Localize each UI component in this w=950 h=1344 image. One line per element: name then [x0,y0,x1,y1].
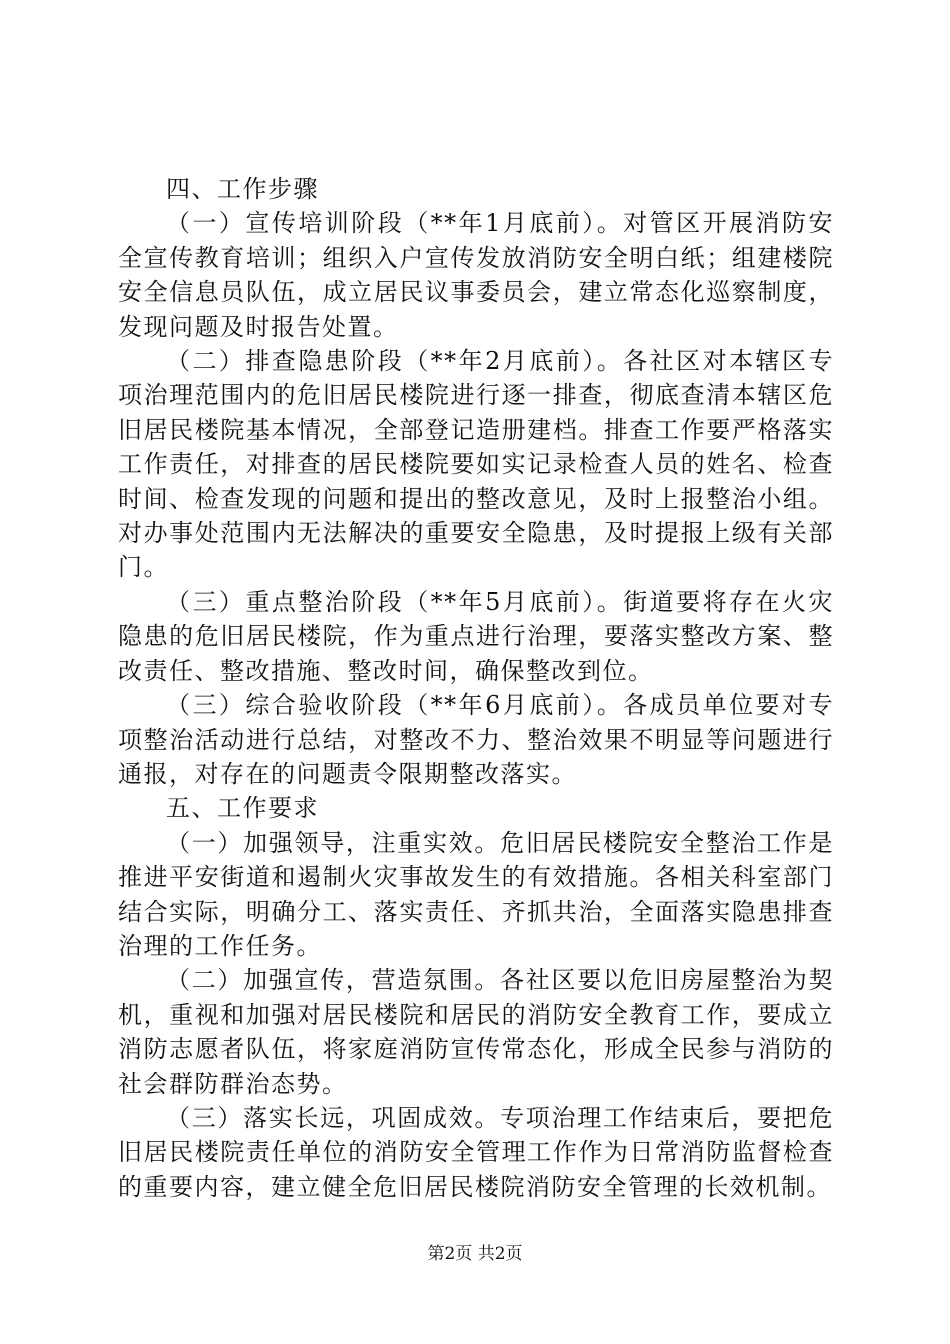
section-heading-requirements: 五、工作要求 [166,794,319,823]
paragraph-step-1: （一）宣传培训阶段（**年1月底前）。对管区开展消防安全宣传教育培训；组织入户宣传发放消防安全明白纸；组建楼院安全信息员队伍，成立居民议事委员会，建立常态化巡察制度，发现问题及时报告处置。 [118,209,834,341]
paragraph-requirement-3: （三）落实长远，巩固成效。专项治理工作结束后，要把危旧居民楼院责任单位的消防安全管理工作作为日常消防监督检查的重要内容，建立健全危旧居民楼院消防安全管理的长效机制。 [118,1103,834,1201]
paragraph-step-4: （三）综合验收阶段（**年6月底前）。各成员单位要对专项整治活动进行总结，对整改不力、整治效果不明显等问题进行通报，对存在的问题责令限期整改落实。 [118,691,834,788]
paragraph-requirement-2: （二）加强宣传，营造氛围。各社区要以危旧房屋整治为契机，重视和加强对居民楼院和居民的消防安全教育工作，要成立消防志愿者队伍，将家庭消防宣传常态化，形成全民参与消防的社会群防群治态势。 [118,966,834,1098]
page-footer: 第2页 共2页 [427,1244,523,1264]
paragraph-requirement-1: （一）加强领导，注重实效。危旧居民楼院安全整治工作是推进平安街道和遏制火灾事故发生的有效措施。各相关科室部门结合实际，明确分工、落实责任、齐抓共治，全面落实隐患排查治理的工作任务。 [118,828,834,960]
paragraph-step-2: （二）排查隐患阶段（**年2月底前）。各社区对本辖区专项治理范围内的危旧居民楼院进行逐一排查，彻底查清本辖区危旧居民楼院基本情况，全部登记造册建档。排查工作要严格落实工作责任，对排查的居民楼院要如实记录检查人员的姓名、检查时间、检查发现的问题和提出的整改意见，及时上报整治小组。对办事处范围内无法解决的重要安全隐患，及时提报上级有关部门。 [118,347,834,582]
section-heading-steps: 四、工作步骤 [166,175,319,203]
paragraph-step-3: （三）重点整治阶段（**年5月底前）。街道要将存在火灾隐患的危旧居民楼院，作为重点进行治理，要落实整改方案、整改责任、整改措施、整改时间，确保整改到位。 [118,587,834,685]
document-body [118,172,834,1204]
